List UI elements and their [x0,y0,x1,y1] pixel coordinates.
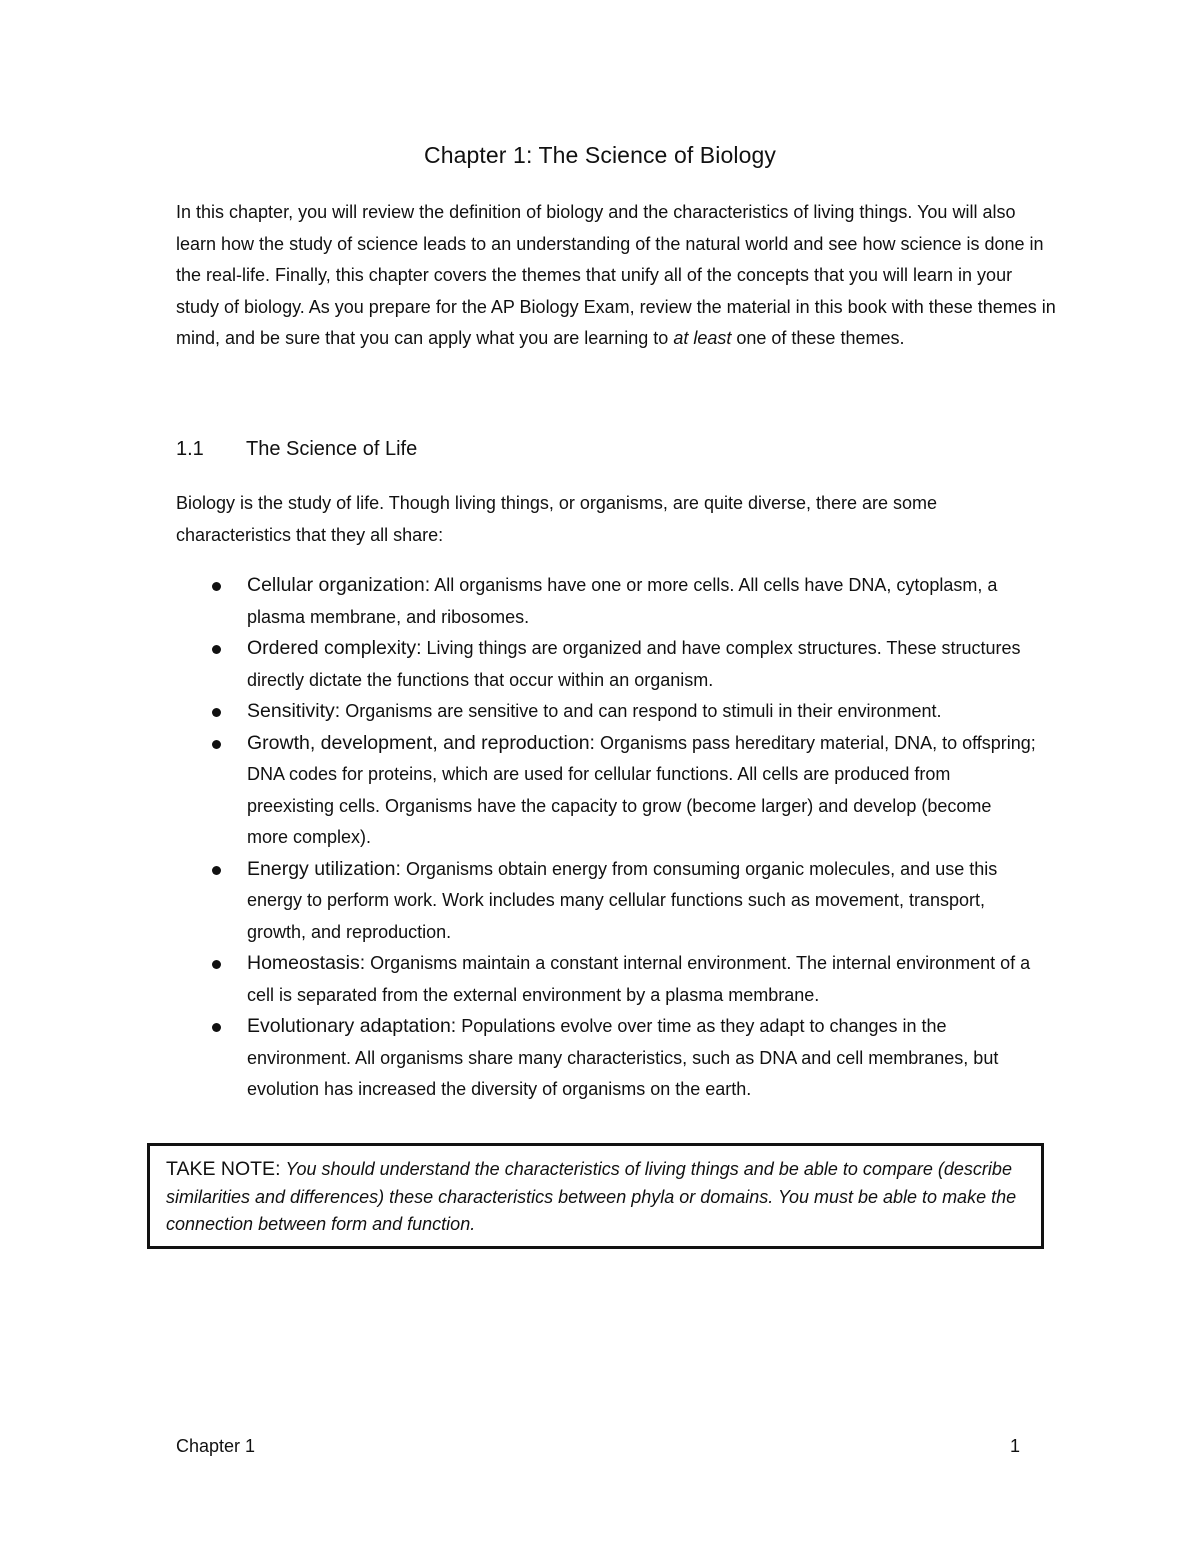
characteristics-list [247,570,1037,1106]
characteristic-term: Sensitivity: [247,700,341,722]
characteristic-description: Organisms obtain energy from consuming organic molecules, and use this energy to perform work. Work includes many cellular functions such as movement, transport, growth, and reproduction. [247,858,998,942]
list-item [247,570,1037,633]
bullet-icon [212,645,221,654]
list-item [247,1011,1037,1106]
intro-paragraph [176,197,1056,355]
characteristic-term: Energy utilization: [247,857,401,880]
take-note-label: TAKE NOTE: [166,1158,281,1180]
list-item [247,728,1037,854]
list-item [247,633,1037,696]
characteristic-term: Cellular organization: [247,574,431,596]
take-note-paragraph [166,1156,1025,1239]
bullet-icon [212,866,221,875]
characteristic-description: Living things are organized and have complex structures. These structures directly dictate the functions that occur within an organism. [247,638,1021,690]
take-note-box [147,1143,1044,1249]
bullet-icon [212,1023,221,1032]
characteristic-description: Organisms are sensitive to and can respond to stimuli in their environment. [345,701,942,721]
section-heading [176,438,417,461]
list-item [247,696,1037,728]
characteristic-description: Populations evolve over time as they adapt to changes in the environment. All organisms share many characteristics, such as DNA and cell membranes, but evolution has increased the diversity of organisms on the earth. [247,1016,999,1099]
characteristic-term: Ordered complexity: [247,637,422,659]
list-item [247,854,1037,949]
take-note-text: You should understand the characteristics of living things and be able to compare (describe similarities and differences) these characteristics between phyla or domains. You must be able to make the connection between form and function. [166,1159,1017,1234]
bullet-icon [212,960,221,969]
characteristic-term: Homeostasis: [247,952,366,974]
bullet-icon [212,708,221,717]
section-number: 1.1 [176,438,204,460]
intro-emphasis: at least [673,328,732,348]
section-intro-paragraph: Biology is the study of life. Though living things, or organisms, are quite diverse, there are some characteristics that they all share: [176,493,938,545]
characteristic-term: Growth, development, and reproduction: [247,731,595,754]
characteristic-description: All organisms have one or more cells. All cells have DNA, cytoplasm, a plasma membrane, and ribosomes. [247,575,998,627]
intro-text-start: In this chapter, you will review the definition of biology and the characteristics of living things. You will also learn how the study of science leads to an understanding of the natural world and see how science is done in the real-life. Finally, this chapter covers the themes that unify all of the concepts that you will learn in your study of biology. As you prepare for the AP Biology Exam, review the material in this book with these themes in mind, and be sure that you can apply what you are learning to [176,202,1056,348]
list-item [247,948,1037,1011]
characteristic-description: Organisms pass hereditary material, DNA, to offspring; DNA codes for proteins, which are used for cellular functions. All cells are produced from preexisting cells. Organisms have the capacity to grow (become larger) and develop (become more complex). [247,732,1036,847]
bullet-icon [212,740,221,749]
bullet-icon [212,582,221,591]
intro-text-end: one of these themes. [731,328,905,348]
footer-page-number: 1 [1010,1436,1021,1456]
section-title: The Science of Life [246,438,418,460]
characteristic-term: Evolutionary adaptation: [247,1015,457,1037]
chapter-title: Chapter 1: The Science of Biology [424,142,776,168]
footer-chapter: Chapter 1 [176,1436,256,1456]
characteristic-description: Organisms maintain a constant internal environment. The internal environment of a cell is separated from the external environment by a plasma membrane. [247,953,1031,1005]
